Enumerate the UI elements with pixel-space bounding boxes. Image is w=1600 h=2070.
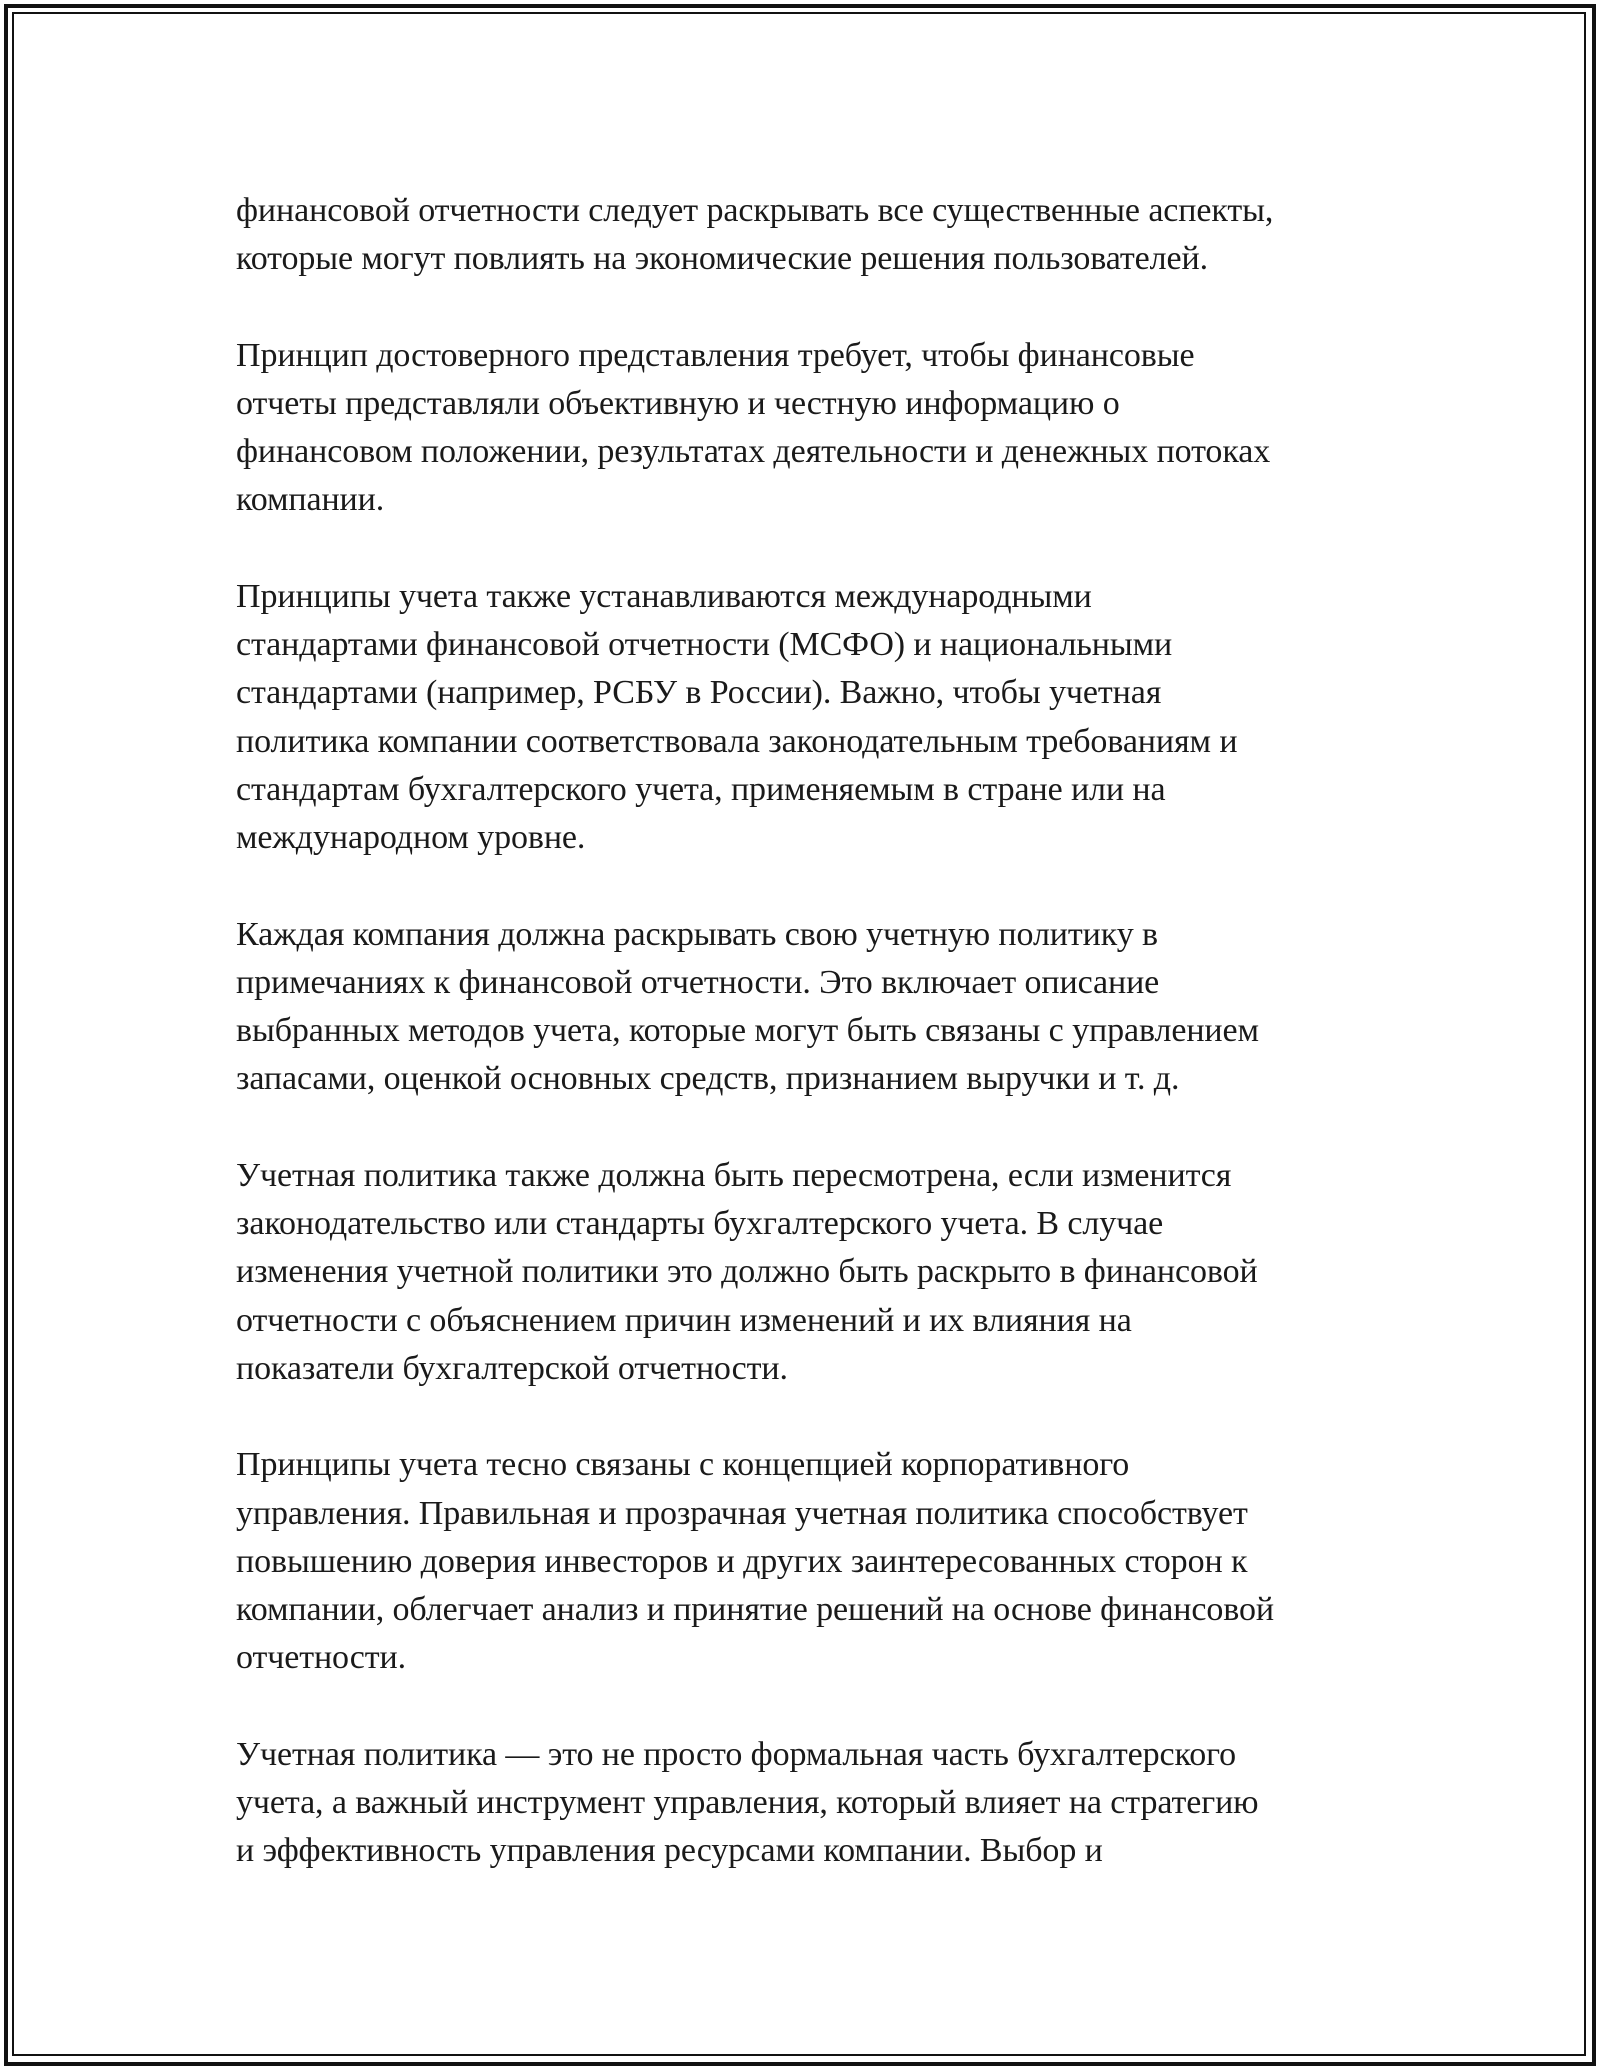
text-line: законодательство или стандарты бухгалтерского учета. В случае — [236, 1205, 1164, 1243]
text-line: примечаниях к финансовой отчетности. Это включает описание — [236, 963, 1160, 1001]
text-line: которые могут повлиять на экономические решения пользователей. — [236, 240, 1208, 278]
text-line: изменения учетной политики это должно быть раскрыто в финансовой — [236, 1253, 1258, 1291]
document-body — [236, 187, 1386, 1924]
text-line: Принципы учета тесно связаны с концепцией корпоративного — [236, 1446, 1130, 1484]
paragraph-3 — [236, 573, 1386, 863]
paragraph-4 — [236, 911, 1386, 1104]
text-line: отчетности с объяснением причин изменений и их влияния на — [236, 1301, 1132, 1339]
text-line: стандартам бухгалтерского учета, применяемым в стране или на — [236, 770, 1166, 808]
text-line: политика компании соответствовала законодательным требованиям и — [236, 722, 1238, 760]
text-line: Каждая компания должна раскрывать свою учетную политику в — [236, 915, 1158, 953]
text-line: стандартами (например, РСБУ в России). Важно, чтобы учетная — [236, 674, 1162, 712]
paragraph-6 — [236, 1441, 1386, 1682]
paragraph-2 — [236, 332, 1386, 525]
text-line: отчетности. — [236, 1639, 407, 1677]
paragraph-5 — [236, 1152, 1386, 1393]
text-line: международном уровне. — [236, 819, 586, 857]
paragraph-7 — [236, 1731, 1386, 1876]
text-line: учета, а важный инструмент управления, который влияет на стратегию — [236, 1784, 1259, 1822]
text-line: управления. Правильная и прозрачная учетная политика способствует — [236, 1494, 1248, 1532]
text-line: компании. — [236, 481, 385, 519]
text-line: отчеты представляли объективную и честную информацию о — [236, 384, 1120, 422]
text-line: финансовой отчетности следует раскрывать все существенные аспекты, — [236, 192, 1274, 229]
text-line: Принцип достоверного представления требует, чтобы финансовые — [236, 336, 1195, 374]
text-line: стандартами финансовой отчетности (МСФО) и национальными — [236, 626, 1173, 664]
text-line: финансовом положении, результатах деятельности и денежных потоках — [236, 433, 1271, 471]
text-line: запасами, оценкой основных средств, признанием выручки и т. д. — [236, 1060, 1180, 1098]
text-line: компании, облегчает анализ и принятие решений на основе финансовой — [236, 1591, 1274, 1629]
text-line: Учетная политика — это не просто формальная часть бухгалтерского — [236, 1735, 1237, 1773]
text-line: Учетная политика также должна быть пересмотрена, если изменится — [236, 1156, 1232, 1194]
text-line: Принципы учета также устанавливаются международными — [236, 577, 1092, 615]
text-line: показатели бухгалтерской отчетности. — [236, 1349, 788, 1387]
text-line: повышению доверия инвесторов и других заинтересованных сторон к — [236, 1542, 1248, 1580]
text-line: и эффективность управления ресурсами компании. Выбор и — [236, 1832, 1103, 1870]
text-line: выбранных методов учета, которые могут быть связаны с управлением — [236, 1012, 1259, 1050]
paragraph-1 — [236, 187, 1386, 284]
